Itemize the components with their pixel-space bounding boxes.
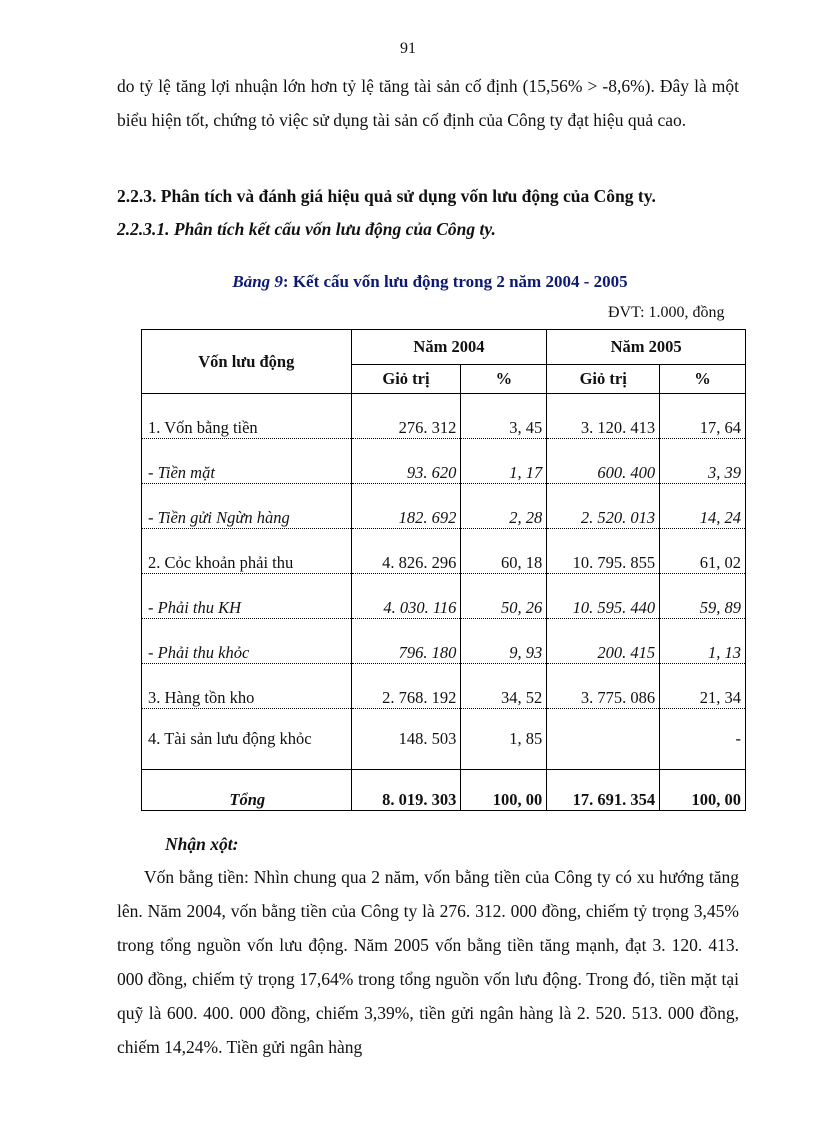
table-row (142, 439, 746, 484)
intro-paragraph: do tỷ lệ tăng lợi nhuận lớn hơn tỷ lệ tăng tài sản cố định (15,56% > -8,6%). Đây là một biểu hiện tốt, chứng tỏ việc sử dụng tài sản cố định của Công ty đạt hiệu quả cao. (117, 76, 739, 130)
header-col-name: Vốn lưu động (142, 330, 352, 394)
row-value-2005: 3. 775. 086 (547, 664, 660, 709)
working-capital-table (141, 329, 746, 811)
row-value-2005: 2. 520. 013 (547, 484, 660, 529)
row-value-2004: 4. 030. 116 (351, 574, 461, 619)
row-name: - Tiền mặt (142, 439, 352, 484)
row-value-2004: 2. 768. 192 (351, 664, 461, 709)
row-name: 1. Vốn bằng tiền (142, 394, 352, 439)
total-name: Tổng (142, 770, 352, 811)
remark-paragraph: Vốn bằng tiền: Nhìn chung qua 2 năm, vốn bằng tiền của Công ty có xu hướng tăng lên. Năm 2004, vốn bằng tiền của Công ty là 276. 312. 000 đồng, chiếm tỷ trọng 3,45% trong tổng nguồn vốn lưu động. Năm 2005 vốn bằng tiền tăng mạnh, đạt 3. 120. 413. 000 đồng, chiếm tỷ trọng 17,64% trong tổng nguồn vốn lưu động. Trong đó, tiền mặt tại quỹ là 600. 400. 000 đồng, chiếm 3,39%, tiền gửi ngân hàng là 2. 520. 513. 000 đồng, chiếm 14,24%. Tiền gửi ngân hàng (117, 867, 739, 1057)
row-value-2005: 200. 415 (547, 619, 660, 664)
table-row (142, 619, 746, 664)
row-name: - Phải thu khỏc (142, 619, 352, 664)
table-row (142, 394, 746, 439)
row-percent-2004: 9, 93 (461, 619, 547, 664)
row-percent-2004: 50, 26 (461, 574, 547, 619)
total-value-2005: 17. 691. 354 (547, 770, 660, 811)
row-percent-2005: 59, 89 (660, 574, 746, 619)
row-percent-2004: 34, 52 (461, 664, 547, 709)
row-value-2005: 600. 400 (547, 439, 660, 484)
row-percent-2004: 1, 17 (461, 439, 547, 484)
table-caption (0, 272, 816, 292)
row-name: 4. Tài sản lưu động khỏc (142, 709, 352, 770)
total-percent-2004: 100, 00 (461, 770, 547, 811)
row-value-2004: 796. 180 (351, 619, 461, 664)
row-percent-2005: 3, 39 (660, 439, 746, 484)
row-value-2004: 4. 826. 296 (351, 529, 461, 574)
unit-note: ĐVT: 1.000, đồng (608, 304, 725, 321)
row-value-2005: 10. 795. 855 (547, 529, 660, 574)
row-percent-2004: 2, 28 (461, 484, 547, 529)
table-row (142, 529, 746, 574)
header-percent-2004: % (461, 365, 547, 394)
row-percent-2005: - (660, 709, 746, 770)
page-number: 91 (400, 40, 416, 57)
header-percent-2005: % (660, 365, 746, 394)
row-percent-2005: 14, 24 (660, 484, 746, 529)
section-heading: 2.2.3. Phân tích và đánh giá hiệu quả sử dụng vốn lưu động của Công ty. (117, 186, 656, 206)
table-caption-text: : Kết cấu vốn lưu động trong 2 năm 2004 - 2005 (282, 272, 628, 291)
row-name: 2. Cỏc khoản phải thu (142, 529, 352, 574)
table-caption-label: Bảng 9 (232, 272, 283, 291)
row-value-2005: 10. 595. 440 (547, 574, 660, 619)
table-row (142, 484, 746, 529)
row-percent-2005: 21, 34 (660, 664, 746, 709)
row-percent-2004: 3, 45 (461, 394, 547, 439)
row-percent-2004: 1, 85 (461, 709, 547, 770)
table-total-row (142, 770, 746, 811)
row-value-2004: 148. 503 (351, 709, 461, 770)
row-percent-2005: 61, 02 (660, 529, 746, 574)
header-year-2005: Năm 2005 (547, 330, 746, 365)
table-row (142, 709, 746, 770)
table-row (142, 574, 746, 619)
header-value-2005: Giỏ trị (547, 365, 660, 394)
row-value-2004: 93. 620 (351, 439, 461, 484)
table-row (142, 664, 746, 709)
header-value-2004: Giỏ trị (351, 365, 461, 394)
subsection-heading: 2.2.3.1. Phân tích kết cấu vốn lưu động của Công ty. (117, 219, 496, 239)
row-name: - Phải thu KH (142, 574, 352, 619)
row-value-2004: 182. 692 (351, 484, 461, 529)
row-value-2005: 3. 120. 413 (547, 394, 660, 439)
row-name: 3. Hàng tồn kho (142, 664, 352, 709)
row-value-2005 (547, 709, 660, 770)
row-percent-2005: 17, 64 (660, 394, 746, 439)
row-percent-2004: 60, 18 (461, 529, 547, 574)
row-name: - Tiền gửi Ngừn hàng (142, 484, 352, 529)
remark-title: Nhận xột: (165, 834, 239, 854)
row-value-2004: 276. 312 (351, 394, 461, 439)
total-value-2004: 8. 019. 303 (351, 770, 461, 811)
total-percent-2005: 100, 00 (660, 770, 746, 811)
row-percent-2005: 1, 13 (660, 619, 746, 664)
header-year-2004: Năm 2004 (351, 330, 547, 365)
